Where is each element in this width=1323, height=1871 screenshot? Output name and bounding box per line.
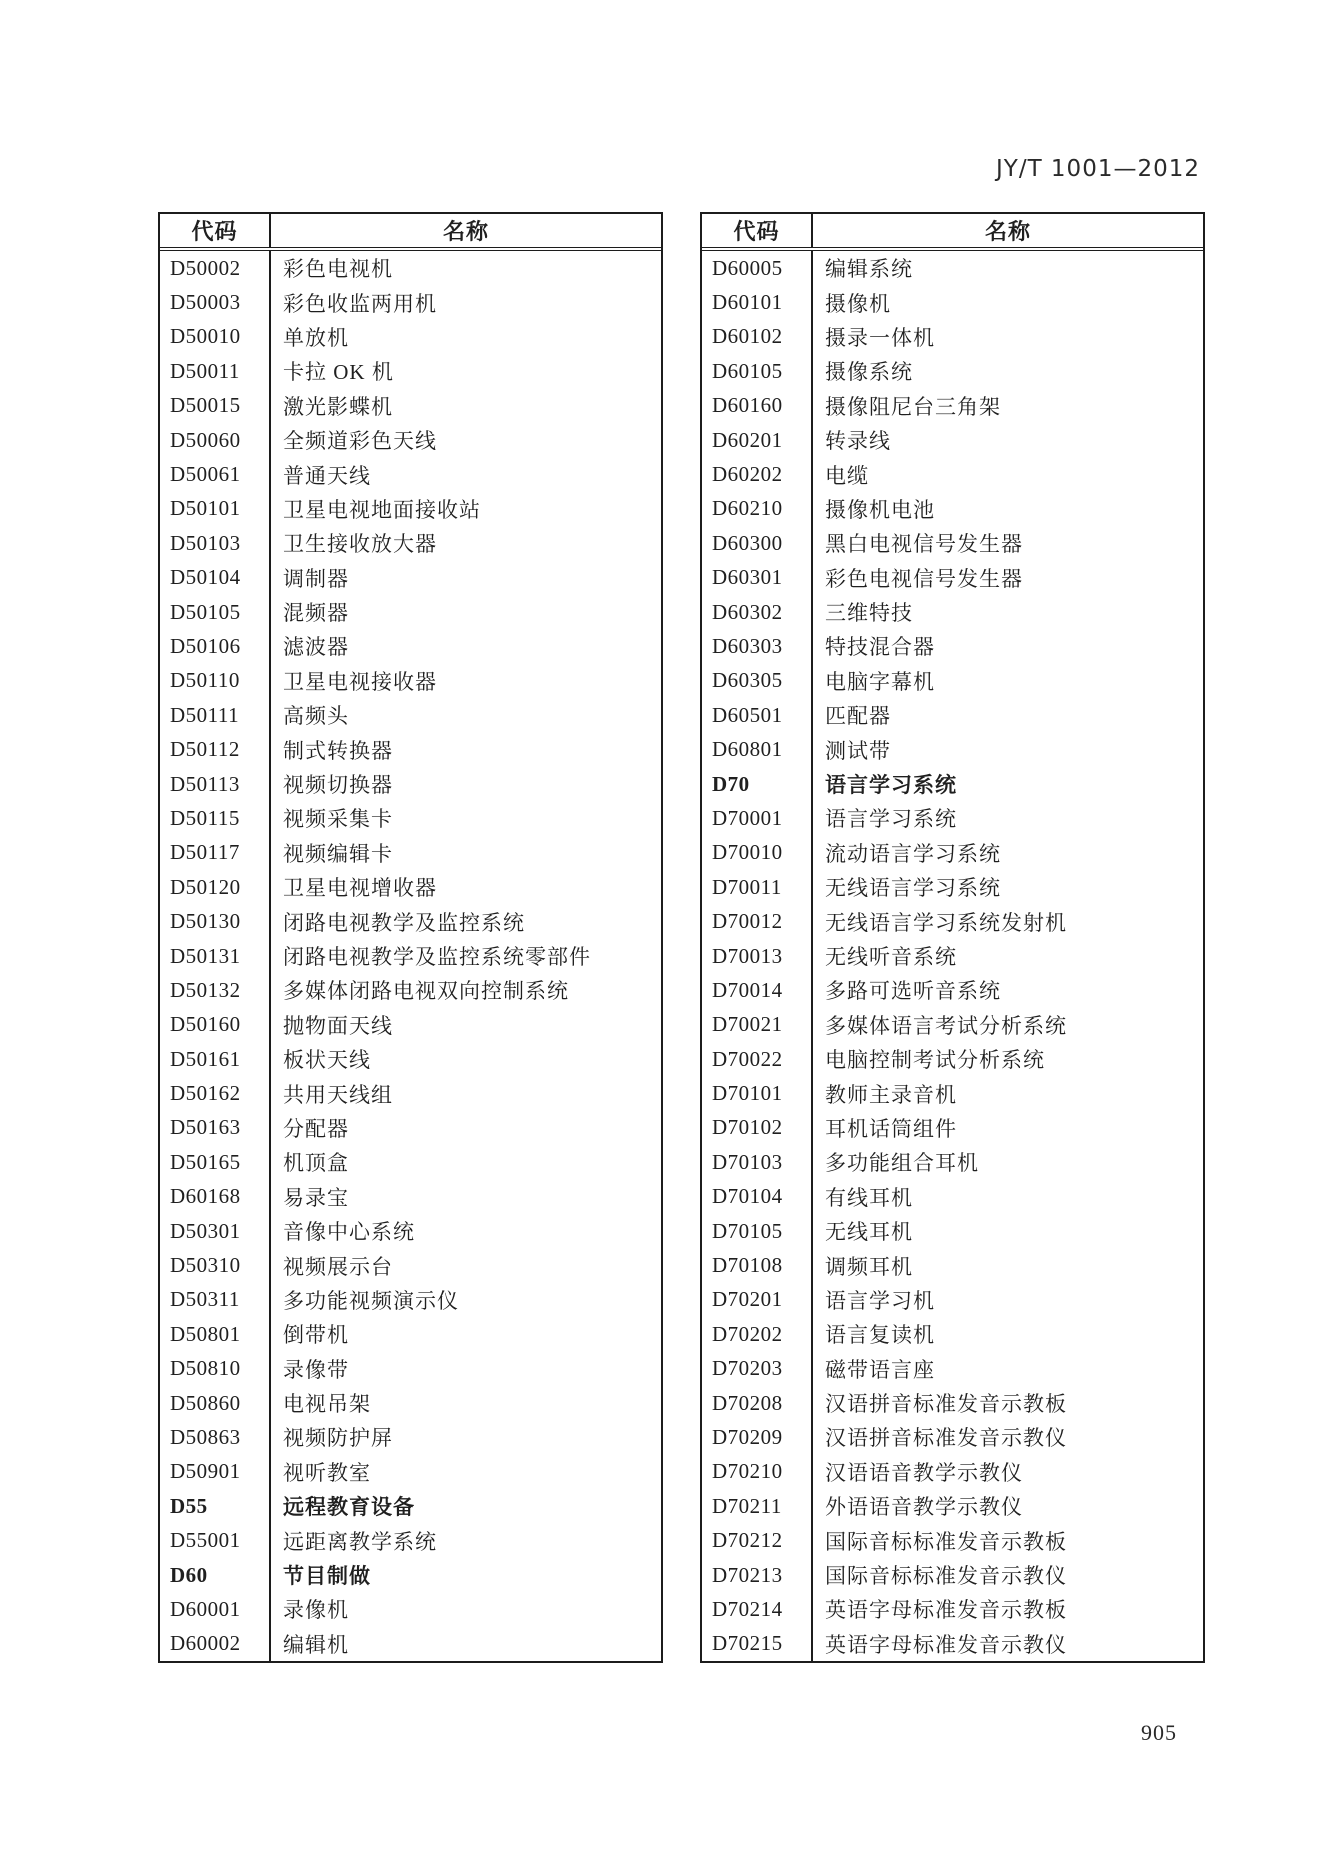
row-code: D70211 [702,1489,813,1523]
table-row [160,1489,661,1523]
row-name: 无线语言学习系统发射机 [825,910,1067,935]
table-row [702,767,1203,801]
table-row [702,1283,1203,1317]
row-code: D50162 [160,1076,271,1110]
row-code: D60 [160,1558,271,1592]
row-name: 汉语拼音标准发音示教仪 [825,1426,1067,1451]
row-name: 国际音标标准发音示教仪 [825,1564,1067,1589]
row-name: 共用天线组 [283,1082,393,1107]
row-code: D50132 [160,973,271,1007]
row-code: D70203 [702,1352,813,1386]
row-code: D60201 [702,423,813,457]
table-row [160,1627,661,1661]
table-row [702,836,1203,870]
row-name: 多媒体闭路电视双向控制系统 [283,979,569,1004]
row-code: D70102 [702,1111,813,1145]
row-code: D70 [702,767,813,801]
table-row [702,1145,1203,1179]
row-code: D60102 [702,320,813,354]
row-code: D60300 [702,526,813,560]
table-row [160,1352,661,1386]
row-name: 卫星电视增收器 [283,876,437,901]
row-code: D50115 [160,801,271,835]
table-row [160,1180,661,1214]
row-name: 国际音标标准发音示教板 [825,1529,1067,1554]
table-row [702,595,1203,629]
table-row [702,457,1203,491]
row-code: D70214 [702,1592,813,1626]
row-name: 外语语音教学示教仪 [825,1495,1023,1520]
row-name: 测试带 [825,738,891,763]
table-row [702,251,1203,285]
row-name: 多功能视频演示仪 [283,1288,459,1313]
row-code: D50061 [160,457,271,491]
row-name: 匹配器 [825,704,891,729]
table-row [702,320,1203,354]
table-row [702,1592,1203,1626]
row-code: D60202 [702,457,813,491]
row-name: 耳机话筒组件 [825,1116,957,1141]
row-code: D50163 [160,1111,271,1145]
table-row [702,1180,1203,1214]
row-name: 混频器 [283,601,349,626]
row-name: 视频编辑卡 [283,841,393,866]
row-code: D50130 [160,904,271,938]
table-row [160,320,661,354]
row-name: 有线耳机 [825,1185,913,1210]
row-code: D50863 [160,1420,271,1454]
row-code: D60210 [702,492,813,526]
row-code: D50104 [160,561,271,595]
table-row [160,1042,661,1076]
row-name: 汉语拼音标准发音示教板 [825,1392,1067,1417]
table-row [160,389,661,423]
row-name: 录像机 [283,1598,349,1623]
table-row [702,1627,1203,1661]
table-row [160,492,661,526]
row-code: D50105 [160,595,271,629]
row-code: D70022 [702,1042,813,1076]
row-name: 调制器 [283,566,349,591]
row-code: D50131 [160,939,271,973]
table-row [160,1523,661,1557]
row-name: 语言学习系统 [825,773,957,798]
table-row [702,1248,1203,1282]
table-row [702,904,1203,938]
row-name: 无线耳机 [825,1220,913,1245]
row-code: D60105 [702,354,813,388]
row-code: D70210 [702,1455,813,1489]
row-name: 卫星电视地面接收站 [283,497,481,522]
table-row [702,1008,1203,1042]
table-row [702,732,1203,766]
row-name: 普通天线 [283,463,371,488]
row-code: D70202 [702,1317,813,1351]
table-row [160,1455,661,1489]
row-code: D60801 [702,732,813,766]
row-code: D50110 [160,664,271,698]
row-code: D70010 [702,836,813,870]
table-row [702,801,1203,835]
row-name: 彩色电视信号发生器 [825,566,1023,591]
row-name: 卡拉 OK 机 [283,360,394,385]
row-code: D50901 [160,1455,271,1489]
row-name: 卫生接收放大器 [283,532,437,557]
row-name: 转录线 [825,429,891,454]
row-code: D50015 [160,389,271,423]
table-row [702,1317,1203,1351]
row-name: 闭路电视教学及监控系统零部件 [283,945,591,969]
row-code: D50801 [160,1317,271,1351]
row-code: D50165 [160,1145,271,1179]
table-row [160,1558,661,1592]
row-name: 彩色收监两用机 [283,291,437,316]
row-name: 多媒体语言考试分析系统 [825,1013,1067,1038]
table-body [160,251,661,1661]
row-code: D60305 [702,664,813,698]
row-name: 激光影蝶机 [283,394,393,419]
table-row [160,251,661,285]
row-name: 视频展示台 [283,1254,393,1279]
row-code: D60001 [160,1592,271,1626]
row-name: 教师主录音机 [825,1082,957,1107]
row-name: 节目制做 [283,1564,371,1589]
row-code: D70013 [702,939,813,973]
row-code: D60005 [702,251,813,285]
row-name: 视频切换器 [283,773,393,798]
row-name: 编辑系统 [825,257,913,282]
row-name: 易录宝 [283,1185,349,1210]
row-name: 制式转换器 [283,738,393,763]
row-code: D70215 [702,1627,813,1661]
row-code: D60501 [702,698,813,732]
table-header-row [702,214,1203,251]
row-code: D70104 [702,1180,813,1214]
table-row [160,1283,661,1317]
row-name: 英语字母标准发音示教板 [825,1598,1067,1623]
table-row [702,1214,1203,1248]
table-row [702,1558,1203,1592]
code-table-left [158,212,663,1663]
row-name: 特技混合器 [825,635,935,660]
row-name: 编辑机 [283,1632,349,1657]
table-row [160,1248,661,1282]
table-row [160,698,661,732]
table-row [160,904,661,938]
page-number: 905 [1141,1720,1177,1745]
row-name: 流动语言学习系统 [825,841,1001,866]
row-code: D50310 [160,1248,271,1282]
row-code: D70103 [702,1145,813,1179]
column-header-code: 代码 [702,214,813,247]
row-name: 电脑控制考试分析系统 [825,1048,1045,1073]
row-name: 调频耳机 [825,1254,913,1279]
row-name: 摄像机电池 [825,497,935,522]
table-row [160,1008,661,1042]
row-name: 视频采集卡 [283,807,393,832]
row-name: 彩色电视机 [283,257,393,282]
row-name: 无线听音系统 [825,945,957,969]
table-row [160,1420,661,1454]
table-row [702,1455,1203,1489]
table-row [160,595,661,629]
row-code: D70105 [702,1214,813,1248]
row-code: D70201 [702,1283,813,1317]
row-code: D70208 [702,1386,813,1420]
row-code: D50111 [160,698,271,732]
row-code: D60160 [702,389,813,423]
table-row [702,870,1203,904]
row-name: 远距离教学系统 [283,1529,437,1554]
row-code: D55001 [160,1523,271,1557]
row-name: 板状天线 [283,1048,371,1073]
row-name: 远程教育设备 [283,1495,415,1520]
row-code: D70209 [702,1420,813,1454]
table-row [160,1076,661,1110]
row-name: 倒带机 [283,1323,349,1348]
table-row [702,1420,1203,1454]
table-row [160,801,661,835]
row-name: 电缆 [825,463,869,488]
table-row [702,1076,1203,1110]
column-header-code: 代码 [160,214,271,247]
row-code: D60168 [160,1180,271,1214]
row-code: D50113 [160,767,271,801]
row-code: D50112 [160,732,271,766]
table-body [702,251,1203,1661]
row-name: 滤波器 [283,635,349,660]
row-code: D70101 [702,1076,813,1110]
row-name: 视频防护屏 [283,1426,393,1451]
row-code: D50120 [160,870,271,904]
row-name: 摄录一体机 [825,325,935,350]
table-row [702,1111,1203,1145]
table-row [702,1352,1203,1386]
row-code: D70108 [702,1248,813,1282]
row-code: D50002 [160,251,271,285]
row-code: D50101 [160,492,271,526]
code-table-right [700,212,1205,1663]
row-code: D50106 [160,629,271,663]
row-code: D60302 [702,595,813,629]
row-code: D50311 [160,1283,271,1317]
table-row [160,870,661,904]
row-code: D70014 [702,973,813,1007]
table-row [702,526,1203,560]
table-row [160,457,661,491]
row-code: D70011 [702,870,813,904]
row-code: D50860 [160,1386,271,1420]
row-code: D50060 [160,423,271,457]
row-code: D70021 [702,1008,813,1042]
table-row [702,354,1203,388]
row-name: 多功能组合耳机 [825,1151,979,1176]
table-row [160,1111,661,1145]
table-header-row [160,214,661,251]
table-row [160,1592,661,1626]
table-row [160,423,661,457]
table-row [702,698,1203,732]
doc-number: JY/T 1001—2012 [995,156,1200,182]
row-code: D50160 [160,1008,271,1042]
row-name: 全频道彩色天线 [283,429,437,454]
row-name: 黑白电视信号发生器 [825,532,1023,557]
row-code: D50117 [160,836,271,870]
row-name: 摄像机 [825,291,891,316]
row-code: D70001 [702,801,813,835]
table-row [160,973,661,1007]
row-code: D70012 [702,904,813,938]
table-row [702,939,1203,973]
row-code: D70212 [702,1523,813,1557]
table-row [702,1523,1203,1557]
table-row [702,492,1203,526]
table-row [160,939,661,973]
row-name: 电视吊架 [283,1392,371,1417]
row-name: 磁带语言座 [825,1357,935,1382]
table-row [160,1214,661,1248]
row-name: 抛物面天线 [283,1013,393,1038]
table-row [702,1386,1203,1420]
table-row [160,354,661,388]
row-name: 多路可选听音系统 [825,979,1001,1004]
table-row [702,389,1203,423]
table-row [160,526,661,560]
row-name: 闭路电视教学及监控系统 [283,910,525,935]
row-name: 电脑字幕机 [825,669,935,694]
row-code: D50010 [160,320,271,354]
row-code: D60303 [702,629,813,663]
row-code: D55 [160,1489,271,1523]
row-name: 卫星电视接收器 [283,669,437,694]
table-row [160,836,661,870]
table-row [160,1317,661,1351]
row-name: 英语字母标准发音示教仪 [825,1632,1067,1657]
row-name: 音像中心系统 [283,1220,415,1245]
table-row [160,767,661,801]
row-name: 分配器 [283,1116,349,1141]
row-name: 摄像系统 [825,360,913,385]
row-name: 高频头 [283,704,349,729]
table-row [160,629,661,663]
row-code: D70213 [702,1558,813,1592]
table-row [702,629,1203,663]
row-name: 视听教室 [283,1460,371,1485]
row-name: 语言复读机 [825,1323,935,1348]
table-row [160,561,661,595]
row-name: 三维特技 [825,601,913,626]
table-row [702,1042,1203,1076]
row-code: D50161 [160,1042,271,1076]
row-name: 摄像阻尼台三角架 [825,394,1001,419]
row-code: D50011 [160,354,271,388]
table-row [702,561,1203,595]
table-row [160,732,661,766]
row-name: 语言学习机 [825,1288,935,1313]
table-row [160,664,661,698]
row-name: 语言学习系统 [825,807,957,832]
row-code: D50103 [160,526,271,560]
row-name: 无线语言学习系统 [825,876,1001,901]
table-row [160,1386,661,1420]
row-code: D60002 [160,1627,271,1661]
table-row [160,1145,661,1179]
table-row [702,664,1203,698]
column-header-name: 名称 [984,219,1031,244]
table-row [160,285,661,319]
row-name: 单放机 [283,325,349,350]
row-code: D50003 [160,285,271,319]
row-name: 录像带 [283,1357,349,1382]
column-header-name: 名称 [442,219,489,244]
row-name: 机顶盒 [283,1151,349,1176]
row-code: D50810 [160,1352,271,1386]
row-code: D60301 [702,561,813,595]
table-row [702,285,1203,319]
row-name: 汉语语音教学示教仪 [825,1460,1023,1485]
table-row [702,1489,1203,1523]
table-row [702,973,1203,1007]
row-code: D50301 [160,1214,271,1248]
row-code: D60101 [702,285,813,319]
table-row [702,423,1203,457]
